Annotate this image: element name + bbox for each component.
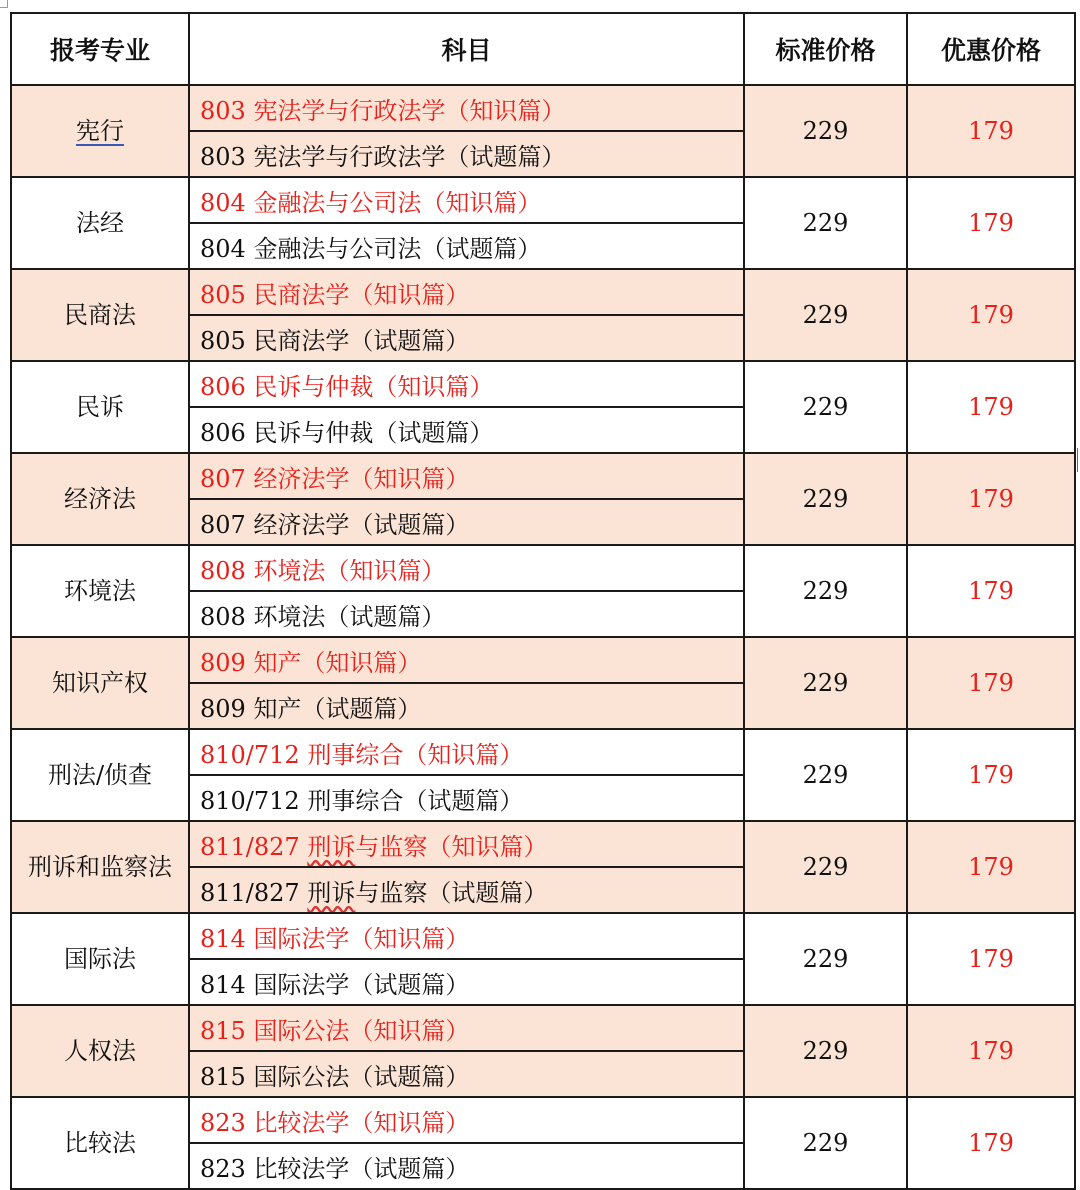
major-label: 环境法 — [64, 577, 136, 605]
discount-price: 179 — [907, 913, 1075, 1005]
subject-exercise — [189, 223, 744, 269]
major-label: 法经 — [76, 209, 124, 237]
table-row — [11, 545, 1075, 591]
header-standard-price: 标准价格 — [744, 13, 907, 85]
table-row — [11, 729, 1075, 775]
subject-knowledge-label: 823 比较法学（知识篇） — [200, 1108, 470, 1137]
major-label: 国际法 — [64, 945, 136, 973]
subject-exercise-label: 808 环境法（试题篇） — [200, 602, 446, 631]
discount-price: 179 — [907, 821, 1075, 913]
major-cell — [11, 177, 189, 269]
major-cell — [11, 1097, 189, 1189]
discount-price: 179 — [907, 453, 1075, 545]
major-label: 人权法 — [64, 1037, 136, 1065]
table-row — [11, 177, 1075, 223]
discount-price: 179 — [907, 177, 1075, 269]
subject-exercise-label: 823 比较法学（试题篇） — [200, 1154, 470, 1183]
table-body — [11, 85, 1075, 1189]
major-cell — [11, 637, 189, 729]
subject-exercise — [189, 591, 744, 637]
spellcheck-mark: 刑诉 — [307, 878, 356, 907]
discount-price: 179 — [907, 637, 1075, 729]
header-subject: 科目 — [189, 13, 744, 85]
subject-knowledge-label: 808 环境法（知识篇） — [200, 556, 446, 585]
subject-knowledge-label: 810/712 刑事综合（知识篇） — [200, 740, 524, 769]
table-row — [11, 1005, 1075, 1051]
standard-price: 229 — [744, 729, 907, 821]
subject-exercise — [189, 131, 744, 177]
subject-exercise-label: 806 民诉与仲裁（试题篇） — [200, 418, 494, 447]
major-label: 民商法 — [64, 301, 136, 329]
standard-price: 229 — [744, 361, 907, 453]
table-row — [11, 269, 1075, 315]
subject-exercise-label: 809 知产（试题篇） — [200, 694, 422, 723]
standard-price: 229 — [744, 1097, 907, 1189]
subject-knowledge — [189, 545, 744, 591]
spellcheck-mark: 刑诉 — [307, 832, 356, 861]
subject-knowledge — [189, 637, 744, 683]
subject-knowledge — [189, 269, 744, 315]
subject-exercise-label: 803 宪法学与行政法学（试题篇） — [200, 142, 566, 171]
subject-knowledge — [189, 1097, 744, 1143]
subject-knowledge-label: 811/827 刑诉与监察（知识篇） — [200, 832, 548, 861]
standard-price: 229 — [744, 545, 907, 637]
table-row — [11, 1097, 1075, 1143]
major-label: 比较法 — [64, 1129, 136, 1157]
table-row — [11, 361, 1075, 407]
subject-exercise-label: 810/712 刑事综合（试题篇） — [200, 786, 524, 815]
subject-exercise-label: 805 民商法学（试题篇） — [200, 326, 470, 355]
subject-knowledge-label: 804 金融法与公司法（知识篇） — [200, 188, 542, 217]
subject-exercise — [189, 775, 744, 821]
subject-knowledge — [189, 913, 744, 959]
text-cursor-mark — [1077, 448, 1078, 472]
discount-price: 179 — [907, 85, 1075, 177]
major-cell — [11, 453, 189, 545]
major-label: 知识产权 — [52, 669, 148, 697]
table-row — [11, 85, 1075, 131]
subject-exercise-label: 815 国际公法（试题篇） — [200, 1062, 470, 1091]
subject-knowledge — [189, 177, 744, 223]
subject-exercise — [189, 959, 744, 1005]
major-cell — [11, 1005, 189, 1097]
subject-knowledge-label: 809 知产（知识篇） — [200, 648, 422, 677]
major-cell — [11, 85, 189, 177]
table-row — [11, 821, 1075, 867]
subject-knowledge-label: 815 国际公法（知识篇） — [200, 1016, 470, 1045]
discount-price: 179 — [907, 269, 1075, 361]
standard-price: 229 — [744, 269, 907, 361]
subject-knowledge — [189, 821, 744, 867]
table-row — [11, 913, 1075, 959]
header-discount-price: 优惠价格 — [907, 13, 1075, 85]
subject-knowledge — [189, 453, 744, 499]
discount-price: 179 — [907, 1005, 1075, 1097]
major-label: 刑法/侦查 — [47, 761, 153, 789]
subject-knowledge — [189, 729, 744, 775]
standard-price: 229 — [744, 821, 907, 913]
subject-knowledge-label: 805 民商法学（知识篇） — [200, 280, 470, 309]
subject-exercise-label: 811/827 刑诉与监察（试题篇） — [200, 878, 548, 907]
major-cell — [11, 821, 189, 913]
major-cell — [11, 545, 189, 637]
subject-exercise-label: 814 国际法学（试题篇） — [200, 970, 470, 999]
major-cell — [11, 361, 189, 453]
discount-price: 179 — [907, 729, 1075, 821]
subject-knowledge — [189, 361, 744, 407]
major-label: 刑诉和监察法 — [28, 853, 172, 881]
standard-price: 229 — [744, 85, 907, 177]
table-row — [11, 637, 1075, 683]
header-major: 报考专业 — [11, 13, 189, 85]
subject-exercise — [189, 315, 744, 361]
major-label: 民诉 — [76, 393, 124, 421]
standard-price: 229 — [744, 1005, 907, 1097]
major-label: 经济法 — [64, 485, 136, 513]
subject-knowledge-label: 814 国际法学（知识篇） — [200, 924, 470, 953]
subject-knowledge-label: 806 民诉与仲裁（知识篇） — [200, 372, 494, 401]
subject-knowledge — [189, 1005, 744, 1051]
major-label: 宪行 — [76, 117, 124, 145]
major-cell — [11, 913, 189, 1005]
page-corner-mark — [0, 0, 8, 8]
major-cell — [11, 269, 189, 361]
subject-exercise — [189, 683, 744, 729]
standard-price: 229 — [744, 637, 907, 729]
standard-price: 229 — [744, 177, 907, 269]
discount-price: 179 — [907, 545, 1075, 637]
major-cell — [11, 729, 189, 821]
subject-exercise-label: 804 金融法与公司法（试题篇） — [200, 234, 542, 263]
discount-price: 179 — [907, 361, 1075, 453]
subject-knowledge — [189, 85, 744, 131]
header-row — [11, 13, 1075, 85]
standard-price: 229 — [744, 453, 907, 545]
subject-exercise — [189, 1143, 744, 1189]
subject-knowledge-label: 803 宪法学与行政法学（知识篇） — [200, 96, 566, 125]
subject-exercise-label: 807 经济法学（试题篇） — [200, 510, 470, 539]
discount-price: 179 — [907, 1097, 1075, 1189]
subject-exercise — [189, 1051, 744, 1097]
subject-knowledge-label: 807 经济法学（知识篇） — [200, 464, 470, 493]
table-row — [11, 453, 1075, 499]
subject-exercise — [189, 499, 744, 545]
standard-price: 229 — [744, 913, 907, 1005]
subject-exercise — [189, 407, 744, 453]
price-table — [10, 12, 1076, 1190]
subject-exercise — [189, 867, 744, 913]
